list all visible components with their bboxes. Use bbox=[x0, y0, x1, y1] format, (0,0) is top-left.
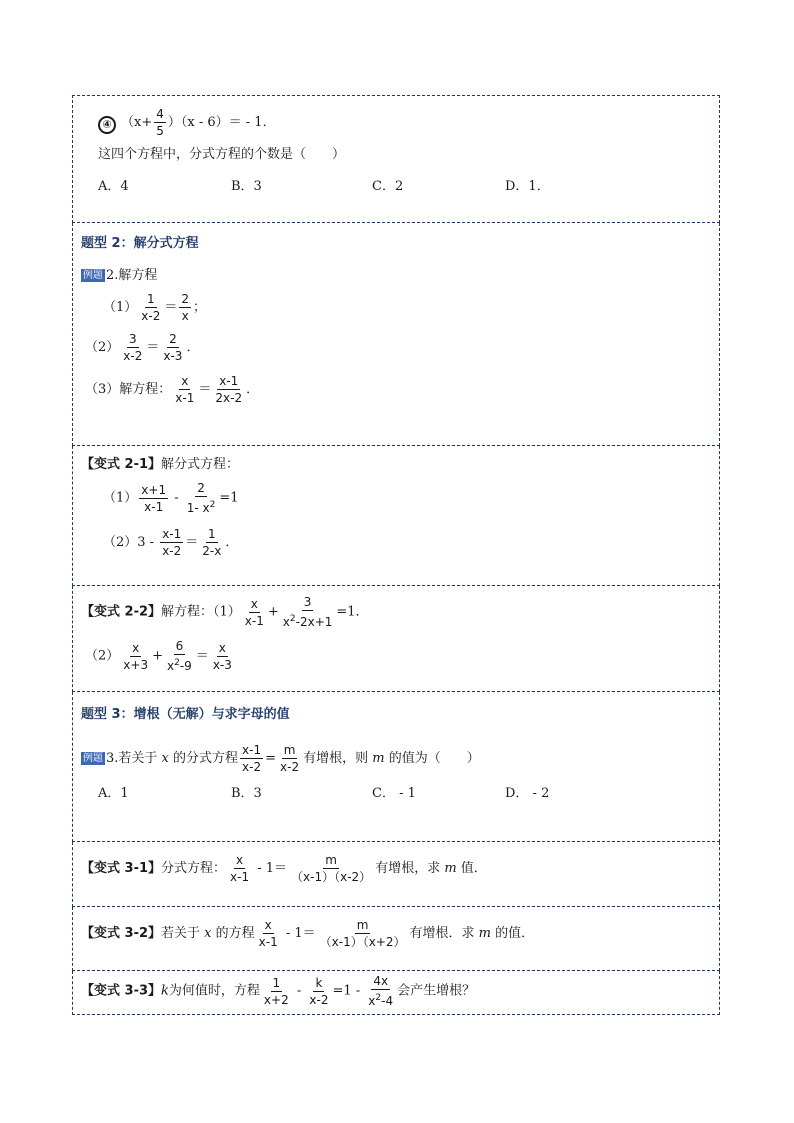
q4-equation: ④ （x+ $\frac{4}{5}$ ）（x - 6）＝ - 1． bbox=[98, 106, 276, 139]
fraction: $\frac{m}{x-2}$ bbox=[280, 743, 300, 774]
variant-2-2-box bbox=[72, 586, 720, 692]
q4-option-a: A．4 bbox=[98, 179, 129, 194]
fraction: $\frac{2}{x-3}$ bbox=[163, 332, 183, 363]
type3-box bbox=[72, 692, 720, 842]
type3-option-a: A．1 bbox=[98, 786, 129, 801]
fraction: $\frac{x-1}{2x-2}$ bbox=[215, 374, 243, 405]
variant-2-1-part1: （1） $\frac{x+1}{x-1}$ - $\frac{2}{1- x^2}$ =1 bbox=[103, 481, 239, 515]
variant-3-2-box bbox=[72, 907, 720, 971]
variant-3-1-line: 【变式 3-1】分式方程： $\frac{x}{x-1}$ - 1＝ $\frac{m}{(x-1)(x-2)}$ 有增根，求 m 值． bbox=[81, 853, 487, 884]
fraction: $\frac{2}{1- x^2}$ bbox=[186, 481, 216, 515]
variant-3-2-line: 【变式 3-2】若关于 x 的方程 $\frac{x}{x-1}$ - 1＝ $\frac{m}{(x-1)(x+2)}$ 有增根．求 m 的值． bbox=[81, 918, 535, 949]
fraction: $\frac{x}{x-1}$ bbox=[175, 374, 195, 405]
fraction: $\frac{x}{x-1}$ bbox=[244, 596, 264, 628]
fraction: $\frac{m}{(x-1)(x+2)}$ bbox=[319, 918, 406, 949]
variant-2-1-part2: （2）3 - $\frac{x-1}{x-2}$ ＝ $\frac{1}{2-x}$ ． bbox=[103, 527, 239, 558]
q4-option-c: C．2 bbox=[372, 179, 404, 194]
fraction: $\frac{4}{5}$ bbox=[156, 107, 164, 138]
fraction: $\frac{4x}{x^2-4}$ bbox=[368, 974, 394, 1008]
type2-part3: （3）解方程： $\frac{x}{x-1}$ ＝ $\frac{x-1}{2x-2}$ ． bbox=[85, 374, 260, 405]
variant-2-1-box bbox=[72, 446, 720, 586]
fraction: $\frac{x}{x-1}$ bbox=[258, 918, 278, 949]
type3-option-d: D． - 2 bbox=[505, 786, 550, 801]
fraction: $\frac{3}{x-2}$ bbox=[123, 332, 143, 363]
q4-option-b: B．3 bbox=[231, 179, 262, 194]
fraction: $\frac{x}{x-3}$ bbox=[212, 640, 232, 672]
q4-label: ④ bbox=[98, 116, 116, 134]
fraction: $\frac{6}{x^2-9}$ bbox=[166, 639, 192, 673]
example-badge: 例题 bbox=[83, 753, 103, 764]
variant-2-2-part2: （2） $\frac{x}{x+3}$ + $\frac{6}{x^2-9}$ ＝ $\frac{x}{x-3}$ bbox=[85, 639, 232, 673]
type2-part2: （2） $\frac{3}{x-2}$ ＝ $\frac{2}{x-3}$ ． bbox=[85, 332, 200, 363]
variant-3-3-line: 【变式 3-3】k为何值时，方程 $\frac{1}{x+2}$ - $\frac{k}{x-2}$ =1 - $\frac{4x}{x^2-4}$ 会产生增根？ bbox=[81, 974, 476, 1008]
type3-option-b: B．3 bbox=[231, 786, 262, 801]
variant-2-1-title: 【变式 2-1】解分式方程： bbox=[81, 457, 240, 472]
type2-box bbox=[72, 223, 720, 446]
fraction: $\frac{x+1}{x-1}$ bbox=[141, 482, 167, 514]
variant-3-3-box bbox=[72, 971, 720, 1015]
type2-example: 例题 2.解方程 bbox=[83, 268, 158, 283]
fraction: $\frac{1}{2-x}$ bbox=[202, 527, 222, 558]
q4-option-d: D．1． bbox=[505, 179, 550, 194]
type3-option-c: C． - 1 bbox=[372, 786, 416, 801]
type3-heading: 题型 3：增根（无解）与求字母的值 bbox=[81, 707, 290, 722]
fraction: $\frac{x}{x+3}$ bbox=[123, 640, 149, 672]
fraction: $\frac{1}{x-2}$ bbox=[141, 292, 161, 323]
variant-2-2-part1: 【变式 2-2】解方程：（1） $\frac{x}{x-1}$ + $\frac{3}{x^2-2x+1}$ =1． bbox=[81, 595, 369, 629]
fraction: $\frac{m}{(x-1)(x-2)}$ bbox=[291, 853, 372, 884]
fraction: $\frac{2}{x}$ bbox=[181, 292, 190, 323]
fraction: $\frac{1}{x+2}$ bbox=[263, 975, 289, 1007]
question-box-q4 bbox=[72, 95, 720, 223]
example-badge: 例题 bbox=[83, 270, 103, 281]
type2-part1: （1） $\frac{1}{x-2}$ ＝ $\frac{2}{x}$ ； bbox=[103, 292, 207, 323]
q4-question: 这四个方程中，分式方程的个数是（ ） bbox=[98, 147, 346, 162]
variant-3-1-box bbox=[72, 842, 720, 907]
fraction: $\frac{x-1}{x-2}$ bbox=[162, 527, 182, 558]
fraction: $\frac{3}{x^2-2x+1}$ bbox=[282, 595, 333, 629]
fraction: $\frac{k}{x-2}$ bbox=[309, 975, 329, 1007]
type3-example: 例题 3.若关于 x 的分式方程 $\frac{x-1}{x-2}$ = $\frac{m}{x-2}$ 有增根，则 m 的值为（ ） bbox=[83, 743, 480, 774]
fraction: $\frac{x}{x-1}$ bbox=[230, 853, 250, 884]
fraction: $\frac{x-1}{x-2}$ bbox=[242, 743, 262, 774]
type2-heading: 题型 2：解分式方程 bbox=[81, 236, 199, 251]
